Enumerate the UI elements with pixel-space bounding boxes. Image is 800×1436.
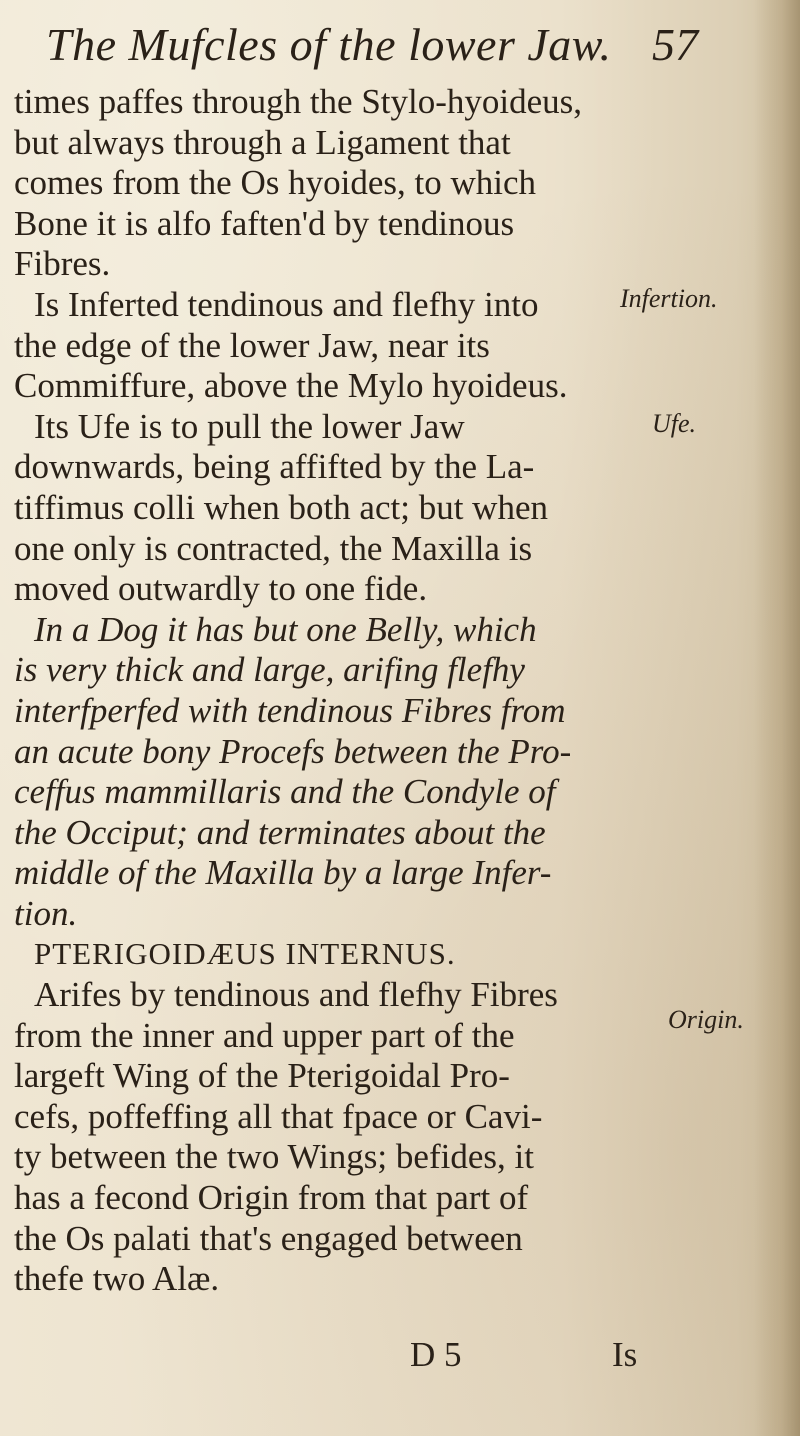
catchword: Is: [612, 1335, 638, 1374]
text-line: one only is contracted, the Maxilla is: [14, 528, 533, 568]
text-line: Commiffure, above the Mylo hyoideus.: [14, 366, 568, 406]
text-line: Arifes by tendinous and flefhy Fibres: [34, 975, 558, 1015]
text-line: an acute bony Procefs between the Pro-: [14, 731, 572, 771]
margin-note-use: Ufe.: [652, 409, 697, 438]
text-line: Is Inferted tendinous and flefhy into: [34, 284, 539, 324]
text-line: tion.: [14, 893, 78, 933]
page-header: [18, 14, 738, 76]
text-line: interfperfed with tendinous Fibres from: [14, 690, 566, 730]
text-line: tiffimus colli when both act; but when: [14, 487, 548, 527]
text-line: largeft Wing of the Pterigoidal Pro-: [14, 1056, 510, 1096]
text-line: the Occiput; and terminates about the: [14, 812, 546, 852]
text-line: is very thick and large, arifing flefhy: [14, 650, 525, 690]
text-line: Its Ufe is to pull the lower Jaw: [34, 406, 465, 446]
text-line: ty between the two Wings; befides, it: [14, 1137, 534, 1177]
page-number: 57: [652, 19, 698, 70]
text-line: Bone it is alfo faften'd by tendinous: [14, 203, 515, 243]
text-line: the edge of the lower Jaw, near its: [14, 325, 490, 365]
body-text: [14, 82, 714, 1300]
text-line: times paffes through the Stylo-hyoideus,: [14, 82, 583, 121]
text-line: middle of the Maxilla by a large Infer-: [14, 853, 552, 893]
page-edge-shadow: [754, 0, 800, 1436]
text-line: downwards, being affifted by the La-: [14, 447, 535, 487]
text-line: comes from the Os hyoides, to which: [14, 163, 536, 203]
signature-mark: D 5: [410, 1335, 462, 1374]
text-line: Fibres.: [14, 244, 111, 284]
margin-note-origin: Origin.: [668, 1005, 744, 1034]
section-heading: PTERIGOIDÆUS INTERNUS.: [34, 936, 456, 972]
margin-note-insertion: Infertion.: [620, 284, 718, 313]
text-line: the Os palati that's engaged between: [14, 1218, 523, 1258]
text-line: In a Dog it has but one Belly, which: [34, 609, 537, 649]
running-head: The Mufcles of the lower Jaw.: [46, 19, 612, 70]
text-line: moved outwardly to one fide.: [14, 569, 428, 609]
text-line: thefe two Alæ.: [14, 1259, 220, 1299]
text-line: from the inner and upper part of the: [14, 1015, 515, 1055]
text-line: but always through a Ligament that: [14, 122, 511, 162]
text-line: ceffus mammillaris and the Condyle of: [14, 772, 556, 812]
text-line: cefs, poffeffing all that fpace or Cavi-: [14, 1096, 543, 1136]
text-line: has a fecond Origin from that part of: [14, 1178, 529, 1218]
